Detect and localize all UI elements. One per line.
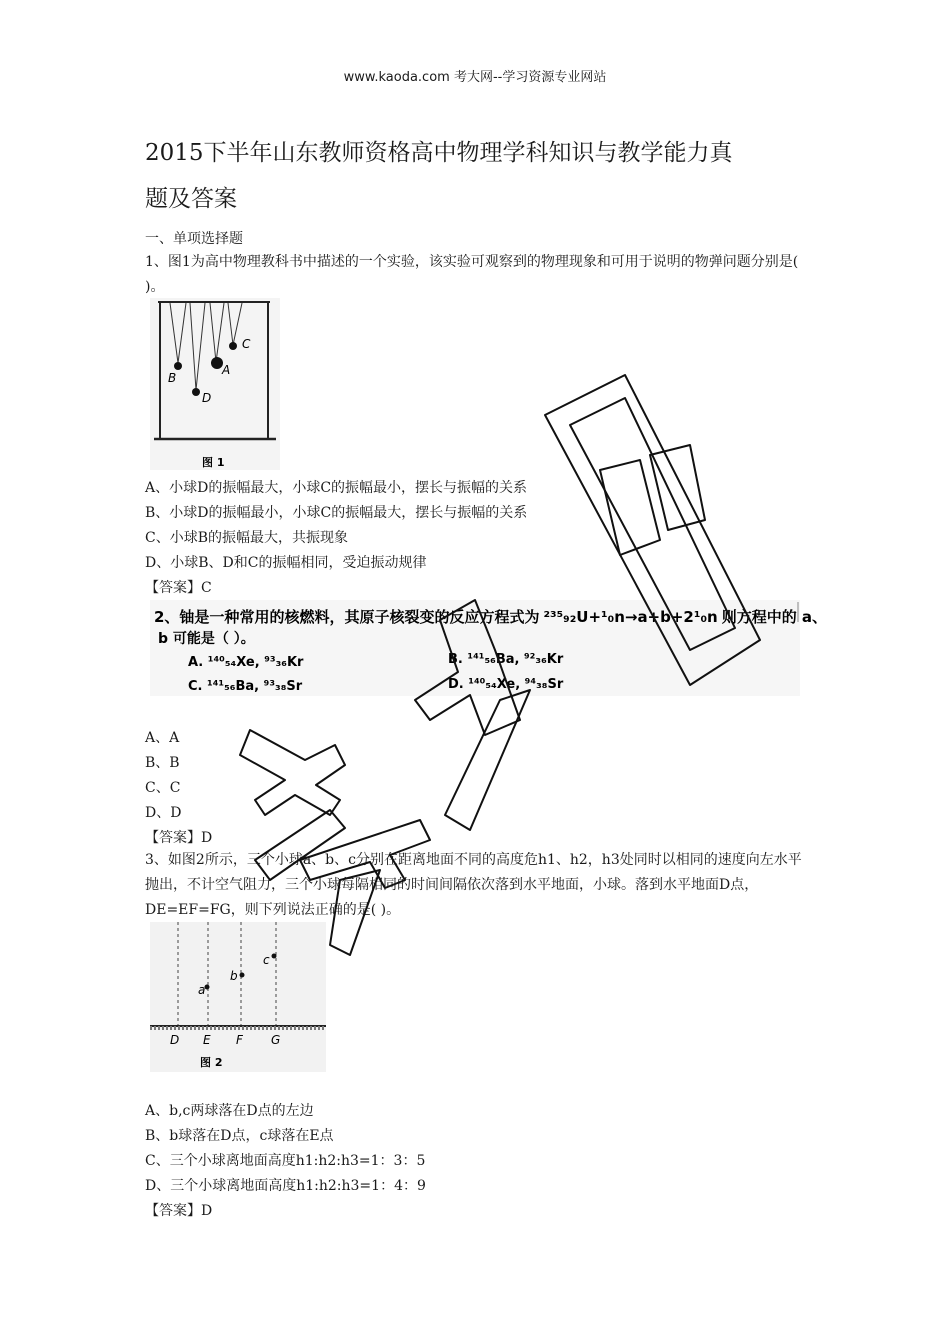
- q2-answer: 【答案】D: [145, 830, 213, 846]
- svg-text:2、铀是一种常用的核燃料，其原子核裂变的反应方程式为²³⁵₉: [154, 608, 827, 627]
- q2-img-opt-d: D. ¹⁴⁰₅₄Xe, ⁹⁴₃₈Sr: [448, 677, 564, 692]
- q2-option-c: C、C: [145, 780, 181, 796]
- ball-b: [240, 973, 245, 978]
- q3-option-c: C、三个小球离地面高度h1:h2:h3=1：3：5: [145, 1153, 426, 1169]
- title-line-2: 题及答案: [145, 186, 237, 212]
- q1-figure-caption: 图 1: [202, 456, 225, 469]
- label-b: B: [168, 371, 177, 385]
- q3-option-b: B、b球落在D点，c球落在E点: [145, 1128, 334, 1144]
- label-d: D: [202, 391, 212, 405]
- watermark-text: 考大网: [0, 0, 3, 1]
- q2-img-opt-c: C. ¹⁴¹₅₆Ba, ⁹³₃₈Sr: [188, 679, 303, 694]
- label-d: D: [170, 1033, 180, 1047]
- q2-stem-a: 2、铀是一种常用的核燃料，其原子核裂变的反应方程式为: [154, 608, 540, 626]
- page-title: [145, 130, 825, 222]
- q3-option-d: D、三个小球离地面高度h1:h2:h3=1：4：9: [145, 1178, 426, 1194]
- q1-option-b: B、小球D的振幅最小，小球C的振幅最大，摆长与振幅的关系: [145, 505, 528, 521]
- q2-equation: ²³⁵₉₂U+¹₀n→a+b+2¹₀n: [543, 608, 718, 626]
- q2-img-opt-b: B. ¹⁴¹₅₆Ba, ⁹²₃₆Kr: [448, 652, 564, 667]
- q1-option-d: D、小球B、D和C的振幅相同，受迫振动规律: [145, 555, 427, 571]
- header-slogan: 考大网--学习资源专业网站: [453, 70, 607, 85]
- q1-figure: [150, 298, 280, 470]
- ball-c: [272, 954, 277, 959]
- ball-d: [192, 388, 200, 396]
- q2-option-b: B、B: [145, 755, 180, 771]
- q1-stem: 1、图1为高中物理教科书中描述的一个实验，该实验可观察到的物理现象和可用于说明的物弹问题分别是( )。: [145, 254, 799, 295]
- page-header: [0, 66, 950, 85]
- q3-answer: 【答案】D: [145, 1203, 213, 1219]
- q1-option-c: C、小球B的振幅最大，共振现象: [145, 530, 348, 546]
- q1-answer: 【答案】C: [145, 580, 212, 596]
- section-heading: 一、单项选择题: [145, 231, 243, 247]
- q2-stem-b: 则方程中的 a、: [721, 608, 828, 626]
- label-g: G: [271, 1033, 281, 1047]
- title-line-1: 2015下半年山东教师资格高中物理学科知识与教学能力真: [145, 140, 733, 166]
- q2-option-a: A、A: [145, 730, 180, 746]
- label-f: F: [236, 1033, 243, 1047]
- label-c: c: [263, 953, 270, 967]
- q2-option-d: D、D: [145, 805, 182, 821]
- label-e: E: [203, 1033, 211, 1047]
- q3-stem: 3、如图2所示，三个小球a、b、c分别在距离地面不同的高度危h1、h2，h3处同时以相同的速度向左水平抛出，不计空气阻力，三个小球每隔相同的时间间隔依次落到水平地面，小球。落到水平地面D点，DE=EF=FG，则下列说法正确的是( )。: [145, 852, 802, 918]
- label-a: a: [198, 983, 206, 997]
- label-c: C: [242, 337, 251, 351]
- q2-question-image: [150, 600, 828, 696]
- q2-img-opt-a: A. ¹⁴⁰₅₄Xe, ⁹³₃₆Kr: [188, 655, 304, 670]
- q2-stem-c: b 可能是（ ）。: [158, 631, 255, 647]
- q1-option-a: A、小球D的振幅最大，小球C的振幅最小，摆长与振幅的关系: [145, 480, 528, 496]
- ball-b: [174, 362, 182, 370]
- q3-option-a: A、b,c两球落在D点的左边: [145, 1103, 314, 1119]
- label-b: b: [230, 969, 238, 983]
- label-a: A: [222, 363, 231, 377]
- q3-figure: [150, 922, 326, 1072]
- q3-figure-caption: 图 2: [200, 1056, 223, 1069]
- ball-c: [229, 342, 237, 350]
- header-site[interactable]: www.kaoda.com: [343, 70, 450, 85]
